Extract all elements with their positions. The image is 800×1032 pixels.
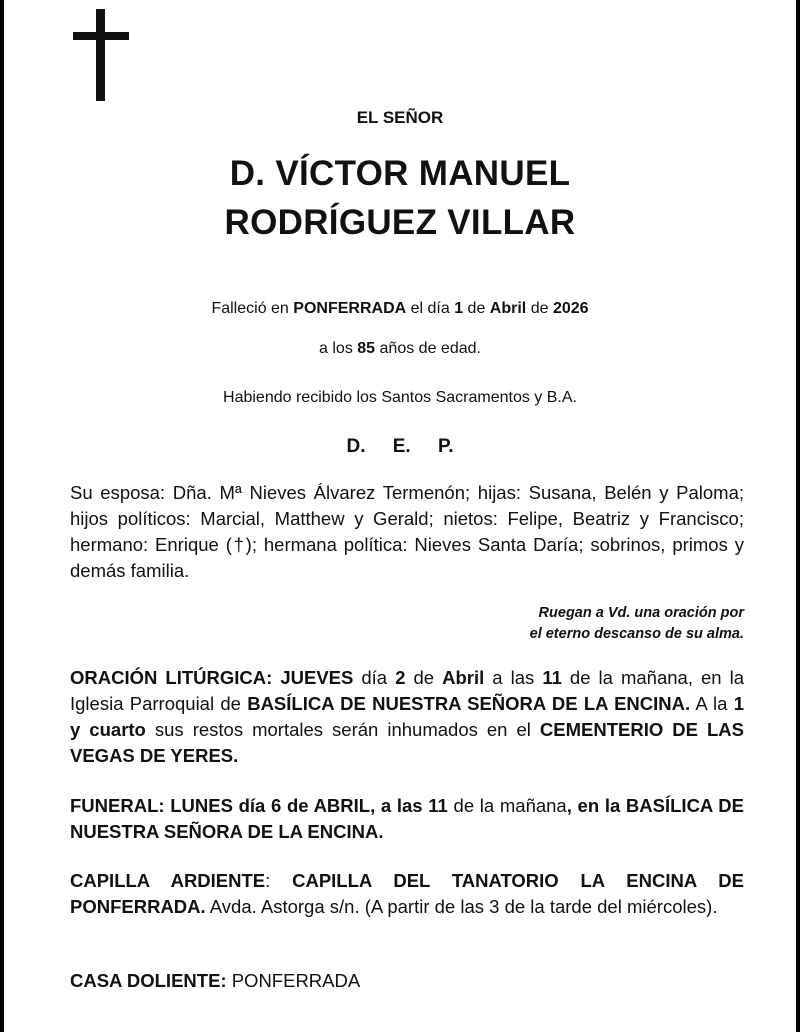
deceased-name-line1: D. VÍCTOR MANUEL: [229, 154, 571, 193]
cross-icon: [73, 9, 129, 101]
death-place: PONFERRADA: [293, 300, 407, 317]
family-paragraph: Su esposa: Dña. Mª Nieves Álvarez Termenón; hijas: Susana, Belén y Paloma; hijos políticos: Marcial, Matthew y Gerald; nietos: Felipe, Beatriz y Francisco; hermano: Enrique (†); hermana política: Nieves Santa Daría; sobrinos, primos y demás familia.: [70, 482, 744, 581]
cemetery-name: CEMENTERIO DE LAS VEGAS DE YERES.: [70, 719, 745, 766]
deceased-name-line2: RODRÍGUEZ VILLAR: [224, 203, 576, 242]
age-line: a los 85 años de edad.: [319, 340, 481, 357]
casa-doliente: [70, 968, 744, 994]
death-year: 2026: [552, 300, 589, 317]
death-date-line: Falleció en PONFERRADA el día 1 de Abril de 2026: [211, 300, 589, 317]
dep-initials: D. E. P.: [346, 436, 454, 457]
title-el-senor: EL SEÑOR: [356, 108, 444, 127]
prayer-line-1: Ruegan a Vd. una oración por: [538, 605, 744, 621]
capilla-place: CAPILLA DEL TANATORIO LA ENCINA DE PONFERRADA.: [70, 870, 744, 917]
capilla-label: CAPILLA ARDIENTE: [70, 870, 266, 891]
oracion-paragraph: ORACIÓN LITÚRGICA: JUEVES día 2 de Abril a las 11 de la mañana, en la Iglesia Parroquial de BASÍLICA DE NUESTRA SEÑORA DE LA ENCINA. A la 1 y cuarto sus restos mortales serán inhumados en el CEMENTERIO DE LAS VEGAS DE YERES.: [70, 667, 745, 766]
prayer-request: [364, 603, 744, 645]
prayer-line-2: el eterno descanso de su alma.: [529, 626, 744, 642]
obituary-page: [4, 0, 796, 1032]
casa-value: PONFERRADA: [226, 970, 361, 991]
church-name: BASÍLICA DE NUESTRA SEÑORA DE LA ENCINA.: [247, 693, 691, 714]
funeral-paragraph: FUNERAL: LUNES día 6 de ABRIL, a las 11 de la mañana, en la BASÍLICA DE NUESTRA SEÑORA DE LA ENCINA.: [70, 795, 744, 842]
oracion-label: ORACIÓN LITÚRGICA:: [70, 667, 273, 688]
sacraments-line: Habiendo recibido los Santos Sacramentos y B.A.: [223, 389, 577, 406]
death-day: 1: [454, 300, 464, 317]
capilla-paragraph: CAPILLA ARDIENTE: CAPILLA DEL TANATORIO LA ENCINA DE PONFERRADA. Avda. Astorga s/n. (A partir de las 3 de la tarde del miércoles).: [70, 870, 744, 917]
casa-label: CASA DOLIENTE:: [70, 970, 227, 991]
age-value: 85: [357, 340, 376, 357]
funeral-label: FUNERAL: LUNES día 6 de ABRIL, a las 11: [70, 795, 448, 816]
death-month: Abril: [489, 300, 527, 317]
